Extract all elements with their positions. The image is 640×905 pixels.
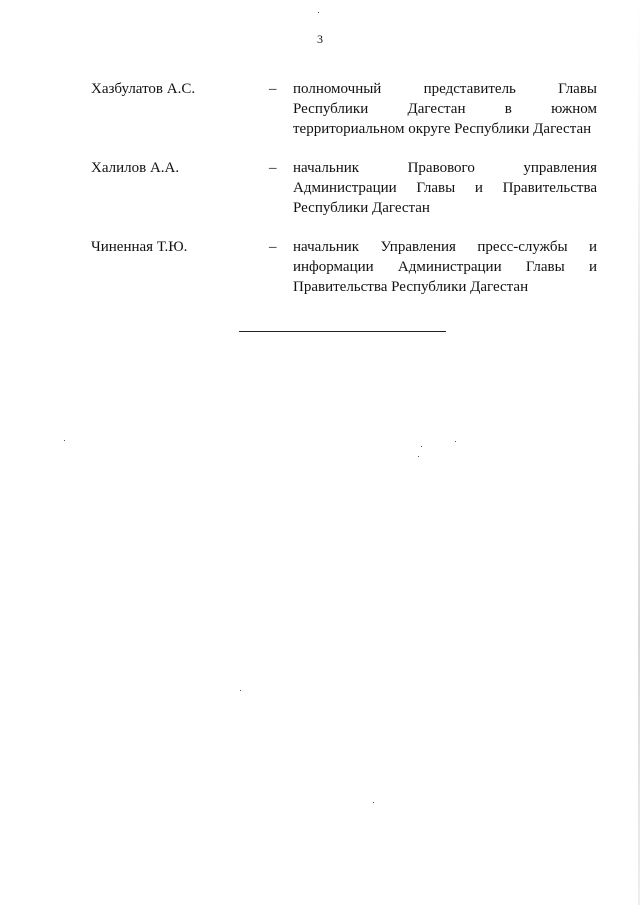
member-dash: –: [269, 239, 277, 255]
member-dash: –: [269, 160, 277, 176]
scan-speck: [421, 446, 422, 447]
member-position: полномочный представитель Главы Республики Дагестан в южном территориальном округе Республики Дагестан: [293, 81, 597, 137]
member-entry: [91, 158, 597, 218]
member-entry: [91, 237, 597, 297]
end-separator-line: [239, 331, 446, 332]
members-list: [91, 79, 597, 316]
scan-speck: [64, 440, 65, 441]
member-position: начальник Управления пресс-службы и информации Администрации Главы и Правительства Республики Дагестан: [293, 239, 597, 295]
member-entry: [91, 79, 597, 139]
member-name: Халилов А.А.: [91, 160, 180, 176]
scan-speck: [240, 690, 241, 691]
member-position: начальник Правового управления Администрации Главы и Правительства Республики Дагестан: [293, 160, 597, 216]
scan-speck: [318, 12, 319, 13]
scan-speck: [418, 456, 419, 457]
scan-speck: [455, 441, 456, 442]
member-name: Чиненная Т.Ю.: [91, 239, 188, 255]
scan-speck: [373, 802, 374, 803]
member-dash: –: [269, 81, 277, 97]
page-number: 3: [317, 32, 323, 46]
member-name: Хазбулатов А.С.: [91, 81, 196, 97]
